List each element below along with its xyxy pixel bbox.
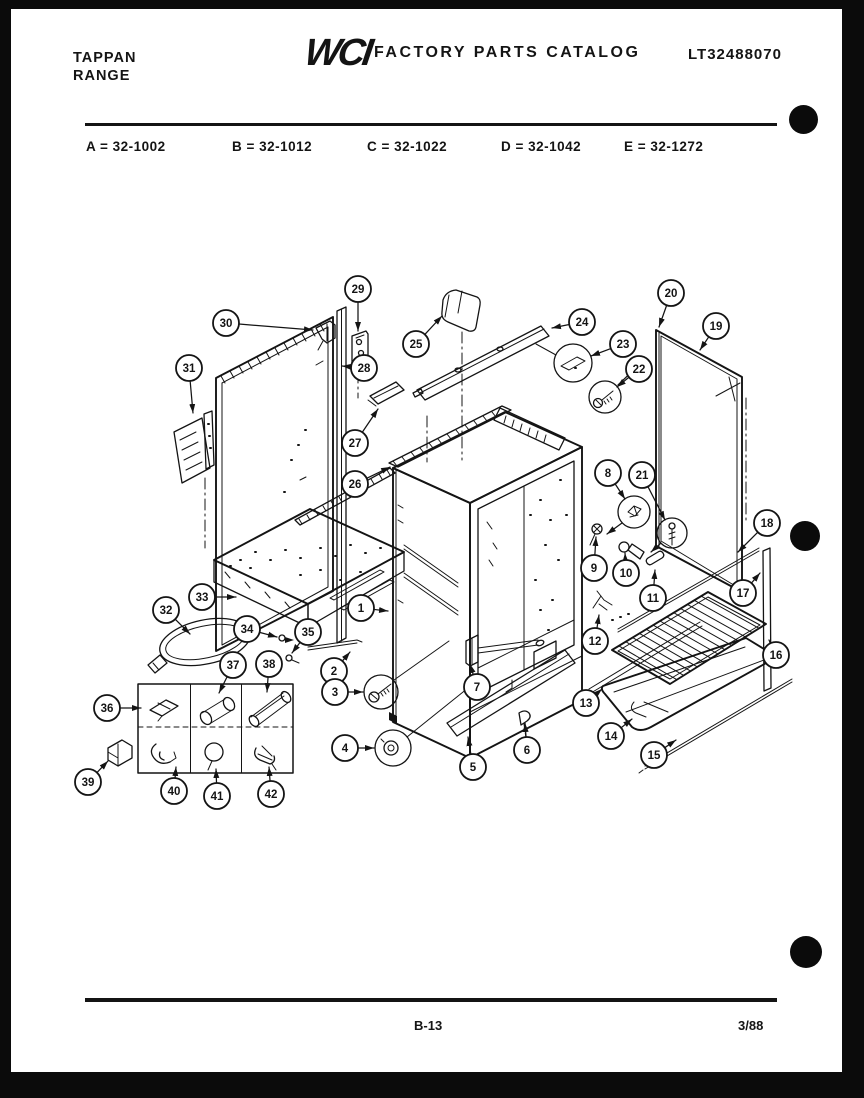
- svg-text:42: 42: [264, 789, 278, 801]
- callout-38: [256, 651, 282, 692]
- callout-19: [700, 313, 729, 350]
- svg-text:13: 13: [579, 698, 593, 710]
- brand-line1: TAPPAN: [73, 50, 137, 66]
- callout-39: [75, 761, 108, 795]
- callout-18: [738, 510, 780, 552]
- callout-31: [176, 355, 202, 413]
- detail-circle-4: [375, 684, 473, 766]
- parts-grid: [138, 684, 293, 773]
- svg-text:36: 36: [100, 703, 114, 715]
- grid-part-loop: [205, 743, 223, 770]
- callout-1: [348, 595, 388, 621]
- callout-4: [332, 735, 374, 761]
- svg-text:26: 26: [348, 479, 362, 491]
- svg-text:25: 25: [409, 339, 423, 351]
- svg-text:4: 4: [341, 743, 349, 755]
- grid-part-clip: [150, 700, 178, 721]
- right-side-panel: [656, 330, 746, 592]
- svg-text:39: 39: [81, 777, 95, 789]
- svg-text:23: 23: [616, 339, 630, 351]
- svg-text:30: 30: [219, 318, 233, 330]
- callout-20: [658, 280, 684, 327]
- svg-text:10: 10: [619, 568, 633, 580]
- bracket-7: [466, 635, 545, 666]
- detail-circle-8: [607, 496, 650, 534]
- detail-circle-23: [536, 344, 592, 382]
- callout-13: [573, 689, 602, 716]
- hood-25: [442, 290, 480, 331]
- callout-24: [552, 309, 595, 335]
- svg-text:21: 21: [635, 470, 649, 482]
- callout-5: [460, 737, 486, 780]
- svg-text:20: 20: [664, 288, 678, 300]
- callout-21: [629, 462, 665, 520]
- svg-text:7: 7: [473, 682, 481, 694]
- svg-text:5: 5: [469, 762, 477, 774]
- grid-part-bracket: [151, 744, 176, 763]
- callout-25: [403, 316, 442, 357]
- callout-33: [189, 584, 236, 610]
- callout-34: [234, 616, 277, 642]
- callout-35: [292, 619, 321, 653]
- svg-text:31: 31: [182, 363, 196, 375]
- svg-text:32: 32: [159, 605, 173, 617]
- knob-10: [619, 542, 644, 559]
- brand-line2: RANGE: [73, 67, 131, 84]
- screws-34-35: [279, 635, 299, 663]
- callout-36: [94, 695, 141, 721]
- svg-text:37: 37: [226, 660, 240, 672]
- svg-text:40: 40: [167, 786, 181, 798]
- rod-17: [763, 548, 771, 691]
- callout-32: [153, 597, 190, 634]
- vent-bracket-31: [174, 411, 214, 483]
- revision-date: 3/88: [738, 1018, 764, 1033]
- svg-text:24: 24: [575, 317, 589, 329]
- model-code-c: C = 32-1022: [367, 139, 448, 154]
- catalog-title: FACTORY PARTS CATALOG: [374, 44, 641, 61]
- svg-text:35: 35: [301, 627, 315, 639]
- svg-text:28: 28: [357, 363, 371, 375]
- svg-text:11: 11: [646, 593, 660, 605]
- callout-3: [322, 679, 363, 705]
- svg-text:9: 9: [590, 563, 598, 575]
- svg-text:6: 6: [523, 745, 531, 757]
- callout-23: [591, 331, 636, 357]
- callout-30: [213, 310, 313, 336]
- svg-text:41: 41: [210, 791, 224, 803]
- model-code-a: A = 32-1002: [86, 139, 166, 154]
- page-number: B-13: [414, 1018, 443, 1033]
- svg-text:1: 1: [357, 603, 365, 615]
- callout-layer: [75, 276, 789, 809]
- svg-text:15: 15: [647, 750, 661, 762]
- svg-text:19: 19: [709, 321, 723, 333]
- svg-text:22: 22: [632, 364, 646, 376]
- rail-27: [368, 382, 404, 406]
- rail-24: [413, 326, 549, 400]
- svg-text:34: 34: [240, 624, 254, 636]
- callout-12: [582, 615, 608, 654]
- grid-part-tube: [247, 690, 293, 728]
- callout-16: [763, 640, 789, 668]
- bracket-39: [108, 740, 132, 766]
- sleeve-11: [646, 551, 664, 565]
- svg-text:14: 14: [604, 731, 618, 743]
- grid-part-spring-clip: [255, 746, 276, 770]
- model-code-b: B = 32-1012: [232, 139, 313, 154]
- wci-logo: WCI: [302, 32, 373, 74]
- svg-text:29: 29: [351, 284, 365, 296]
- callout-11: [640, 570, 666, 611]
- detail-circle-3: [364, 641, 449, 709]
- model-code-e: E = 32-1272: [624, 139, 704, 154]
- callout-28: [342, 355, 377, 381]
- model-code-d: D = 32-1042: [501, 139, 582, 154]
- callout-9: [581, 537, 607, 581]
- callout-14: [598, 719, 632, 749]
- callout-10: [613, 553, 639, 586]
- svg-text:8: 8: [604, 468, 612, 480]
- svg-text:27: 27: [348, 438, 362, 450]
- document-number: LT32488070: [688, 46, 782, 63]
- callout-27: [342, 409, 378, 456]
- grid-part-sleeve: [198, 695, 237, 726]
- callout-7: [464, 664, 490, 700]
- svg-text:17: 17: [736, 588, 750, 600]
- callout-22: [617, 356, 652, 387]
- svg-text:18: 18: [760, 518, 774, 530]
- svg-text:38: 38: [262, 659, 276, 671]
- callout-29: [345, 276, 371, 331]
- svg-text:3: 3: [331, 687, 339, 699]
- svg-text:33: 33: [195, 592, 209, 604]
- svg-text:16: 16: [769, 650, 783, 662]
- svg-text:12: 12: [588, 636, 602, 648]
- callout-8: [595, 460, 625, 499]
- callout-17: [730, 573, 760, 606]
- callout-41: [204, 769, 230, 809]
- svg-text:2: 2: [330, 666, 338, 678]
